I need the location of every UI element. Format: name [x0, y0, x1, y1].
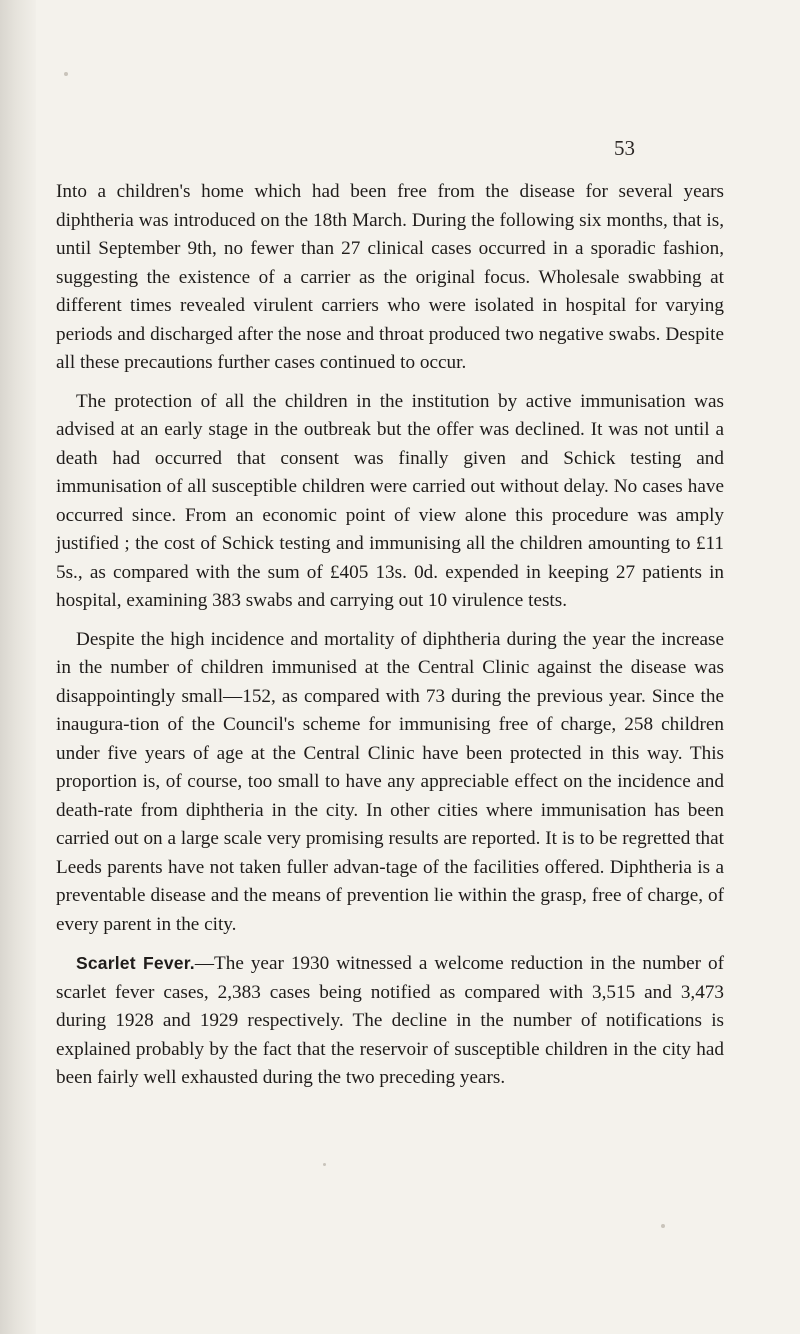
paragraph-central-clinic: Despite the high incidence and mortality of diphtheria during the year the increase in the number of children immunised at the Central Clinic against the disease was disappointingly small—152, as compared with 73 during the previous year. Since the inaugura-tion of the Council's scheme for immunising free of charge, 258 children under five years of age at the Central Clinic have been protected in this way. This proportion is, of course, too small to have any appreciable effect on the incidence and death-rate from diphtheria in the city. In other cities where immunisation has been carried out on a large scale very promising results are reported. It is to be regretted that Leeds parents have not taken fuller advan-tage of the facilities offered. Diphtheria is a preventable disease and the means of prevention lie within the grasp, free of charge, of every parent in the city.: [56, 628, 724, 935]
paper-speck: [64, 72, 68, 76]
section-heading-scarlet-fever: Scarlet Fever.: [76, 953, 195, 973]
page-number: 53: [614, 136, 635, 160]
paragraph-childrens-home-outbreak: Into a children's home which had been free from the disease for several years diphtheria was introduced on the 18th March. During the following six months, that is, until September 9th, no fewer than 27 clinical cases occurred in a sporadic fashion, suggesting the existence of a carrier as the original focus. Wholesale swabbing at different times revealed virulent carriers who were isolated in hospital for varying periods and discharged after the nose and throat produced two negative swabs. Despite all these precautions further cases continued to occur.: [56, 181, 724, 373]
body-text: [56, 178, 724, 1103]
paragraph-immunisation-cost: The protection of all the children in the institution by active immunisation was advised at an early stage in the outbreak but the offer was declined. It was not until a death had occurred that consent was finally given and Schick testing and immunisation of all susceptible children were carried out without delay. No cases have occurred since. From an economic point of view alone this procedure was amply justified ; the cost of Schick testing and immunising all the children amounting to £11 5s., as compared with the sum of £405 13s. 0d. expended in keeping 27 patients in hospital, examining 383 swabs and carrying out 10 virulence tests.: [56, 390, 724, 611]
paper-speck: [323, 1163, 326, 1166]
paper-speck: [661, 1224, 665, 1228]
paragraph-scarlet-fever: [56, 949, 724, 1093]
scarlet-fever-text: —The year 1930 witnessed a welcome reduction in the number of scarlet fever cases, 2,383 cases being notified as compared with 3,515 and 3,473 during 1928 and 1929 respectively. The decline in the number of notifications is explained probably by the fact that the reservoir of susceptible children in the city had been fairly well exhausted during the two preceding years.: [56, 953, 724, 1088]
page-edge-shadow: [0, 0, 36, 1334]
